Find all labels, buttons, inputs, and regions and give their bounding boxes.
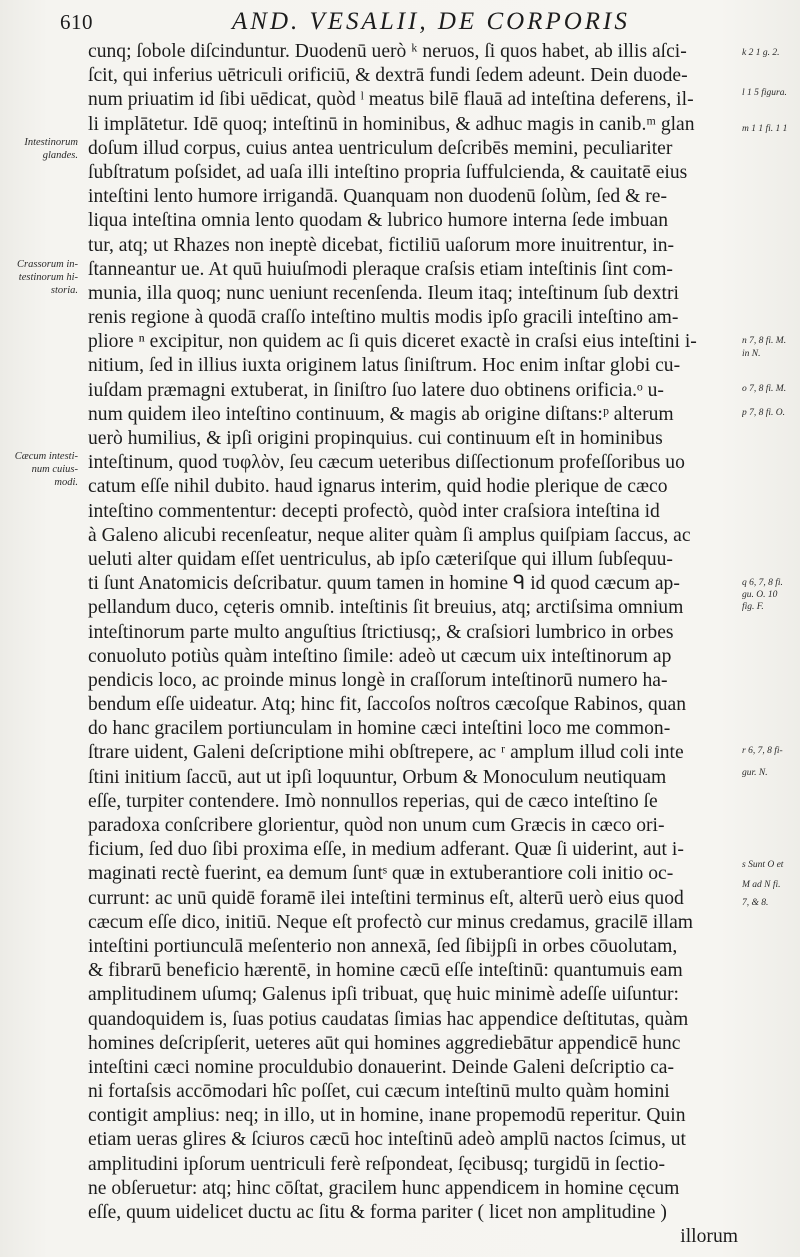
margin-note-line: Cæcum intesti-	[14, 451, 78, 462]
text-line: amplitudinem uſumq; Galenus ipſi tribuat, quę huic minimè adeſſe uiſuntur:	[88, 984, 679, 1006]
text-line: munia, illa quoq; nunc ueniunt recenſenda. Ileum itaq; inteſtinum ſub dextri	[88, 282, 679, 304]
text-line: paradoxa conſcribere glorientur, quòd non unum cum Græcis in cæco ori-	[88, 815, 665, 836]
text-line: quandoquidem is, ſuas potius caudatas ſimias hac appendice deſtitutas, quàm	[88, 1008, 689, 1030]
text-line: do hanc gracilem portiunculam in homine cæci inteſtini loco me common-	[88, 718, 671, 740]
text-line: inteſtino commententur: decepti profectò, quòd inter craſsiora inteſtina id	[88, 500, 660, 522]
text-line: ſtanneantur ue. At quū huiuſmodi pleraque craſsis etiam inteſtinis ſint com-	[88, 258, 673, 280]
text-line: ficium, ſed duo ſibi proxima eſſe, in medium adferant. Quæ ſi uiderint, aut i-	[88, 839, 684, 861]
text-line: li implātetur. Idē quoq; inteſtinū in hominibus, & adhuc magis in canib.ᵐ glan	[88, 113, 695, 135]
text-line: pendicis loco, ac proinde minus longè in craſſorum inteſtinorū numero ha-	[88, 669, 668, 691]
margin-ref-l: l 1 5 figura.	[742, 88, 787, 98]
margin-ref-n: n 7, 8 fi. M.	[742, 336, 787, 346]
text-line: inteſtini portiunculā meſenterio non annexā, ſed ſibijpſi in orbes cōuolutam,	[88, 935, 678, 957]
margin-ref-n-cont: in N.	[742, 349, 761, 359]
margin-ref-p: p 7, 8 fi. O.	[742, 408, 786, 418]
text-line: inteſtinorum parte multo anguſtius ſtrictiusq;, & craſsiori lumbrico in orbes	[88, 621, 674, 643]
margin-note-line: glandes.	[42, 150, 78, 161]
margin-note-line: testinorum hi-	[18, 272, 78, 283]
text-line: ſtini initium ſaccū, aut ut ipſi loquuntur, Orbum & Monoculum neutiquam	[88, 766, 667, 788]
text-line: à Galeno alicubi recenſeatur, neque aliter quàm ſi amplus quiſpiam ſaccus, ac	[88, 524, 691, 546]
margin-note-caecum-intestinum	[8, 450, 78, 489]
margin-ref-s-cont: M ad N fi.	[742, 880, 781, 890]
text-line: maginati rectè fuerint, ea demum ſuntˢ quæ in extuberantiore coli initio oc-	[88, 863, 674, 885]
margin-ref-q-cont: gu. O. 10	[742, 590, 778, 600]
text-line: uerò humilius, & ipſi origini propinquius. cui continuum eſt in hominibus	[88, 428, 663, 449]
text-line: iuſdam præmagni extuberat, in ſiniſtro ſuo latere duo obtinens orificia.ᵒ u-	[88, 379, 664, 401]
margin-ref-q: q 6, 7, 8 fi.	[742, 578, 783, 588]
margin-note-crassorum-intestinorum	[8, 258, 78, 297]
text-line: homines deſcripſerit, ueteres aūt qui homines aggrediebātur appendicē hunc	[88, 1032, 681, 1054]
margin-note-line: Crassorum in-	[17, 259, 78, 270]
text-line: ſcit, qui inferius uētriculi orificiū, & dextrā fundi ſedem adeunt. Dein duode-	[88, 65, 688, 87]
text-line: cæcum eſſe dico, initiū. Neque eſt profectò cur minus credamus, gracilē illam	[88, 911, 694, 933]
text-line: ni fortaſsis accōmodari hîc poſſet, cui cæcum inteſtinū multo quàm homini	[88, 1081, 670, 1103]
margin-ref-s-fig: 7, & 8.	[742, 898, 769, 908]
text-line: catum eſſe nihil dubito. haud ignarus interim, quid hodie plerique de cæco	[88, 476, 668, 498]
running-head: AND. VESALII, DE CORPORIS	[232, 8, 630, 35]
main-text	[88, 40, 738, 1249]
text-line: doſum illud corpus, cuius antea uentriculum deſcribēs memini, peculiariter	[88, 137, 673, 159]
text-line: eſſe, turpiter contendere. Imò nonnullos reperias, qui de cæco inteſtino ſe	[88, 790, 658, 812]
text-line: ſubſtratum poſsidet, ad uaſa illi inteſtino propria ſuffulcienda, & cauitatē eius	[88, 161, 688, 183]
text-line: eſſe, quum uidelicet ductu ac ſitu & forma pariter ( licet non amplitudine )	[88, 1202, 667, 1223]
text-line: currunt: ac unū quidē foramē ilei inteſtini terminus eſt, alterū uerò eius quod	[88, 887, 684, 909]
margin-note-line: Intestinorum	[24, 137, 78, 148]
margin-ref-r-cont: gur. N.	[742, 768, 768, 778]
text-line: inteſtini lento humore irrigandā. Quanquam non duodenū ſolùm, ſed & re-	[88, 186, 667, 208]
margin-note-line: storia.	[50, 285, 78, 296]
margin-note-line: modi.	[54, 477, 78, 488]
margin-ref-r: r 6, 7, 8 fi-	[742, 746, 783, 756]
margin-ref-o: o 7, 8 fi. M.	[742, 384, 787, 394]
text-line: etiam ueras glires & ſciuros cæcū hoc inteſtinū adeò amplū nactos ſcimus, ut	[88, 1129, 687, 1151]
page-header	[60, 8, 760, 40]
text-line: ueluti alter quidam eſſet uentriculus, ab ipſo cæteriſque qui illum ſubſequu-	[88, 548, 673, 570]
text-line: ti ſunt Anatomicis deſcribatur. quum tamen in homine ᑫ id quod cæcum ap-	[88, 573, 680, 595]
margin-ref-k: k 2 1 g. 2.	[742, 48, 780, 58]
margin-ref-m: m 1 1 fi. 1 1	[742, 124, 788, 134]
text-line: cunq; ſobole diſcinduntur. Duodenū uerò ᵏ neruos, ſi quos habet, ab illis aſci-	[88, 41, 687, 62]
text-line: conuoluto potiùs quàm inteſtino ſimile: adeò ut cæcum uix inteſtinorum ap	[88, 645, 672, 667]
catchword: illorum	[680, 1226, 738, 1248]
text-line: inteſtini cæci nomine proculdubio donauerint. Deinde Galeni deſcriptio ca-	[88, 1056, 675, 1078]
text-line: ne obſeruetur: atq; hinc cōſtat, gracilem hunc appendicem in homine cęcum	[88, 1177, 680, 1199]
text-line: pliore ⁿ excipitur, non quidem ac ſi quis diceret exactè in craſsi eius inteſtini i-	[88, 331, 697, 353]
text-line: amplitudini ipſorum uentriculi ferè reſpondeat, ſęcibusq; turgidū in ſectio-	[88, 1153, 665, 1175]
page-number: 610	[60, 10, 93, 34]
margin-ref-s: s Sunt O et	[742, 860, 784, 870]
text-line: tur, atq; ut Rhazes non ineptè dicebat, fictiliū uaſorum more inuitrentur, in-	[88, 234, 675, 256]
text-line: renis regione à quodā craſſo inteſtino multis modis ipſo gracili inteſtino am-	[88, 307, 679, 329]
text-line: & fibrarū beneficio hærentē, in homine cæcū eſſe inteſtinū: quantumuis eam	[88, 960, 683, 982]
margin-ref-q-fig: fig. F.	[742, 602, 764, 612]
margin-note-line: num cuius-	[31, 464, 78, 475]
text-line: num quidem ileo inteſtino continuum, & magis ab origine diſtans:ᵖ alterum	[88, 403, 674, 425]
text-line: nitium, ſed in illius iuxta originem latus ſiniſtrum. Hoc enim inſtar globi cu-	[88, 355, 681, 377]
text-line: ſtrare uident, Galeni deſcriptione mihi obſtrepere, ac ʳ amplum illud coli inte	[88, 742, 684, 764]
text-line: pellandum duco, cęteris omnib. inteſtinis ſit breuius, atq; arctiſsima omnium	[88, 597, 684, 619]
text-line: bendum eſſe uideatur. Atq; hinc fit, ſaccoſos noſtros cæcoſque Rabinos, quan	[88, 694, 687, 716]
text-line: inteſtinum, quod τυφλὸν, ſeu cæcum ueteribus diſſectionum profeſſoribus uo	[88, 452, 685, 474]
margin-note-intestinorum-glandes	[8, 136, 78, 162]
text-line: contigit amplius: neq; in illo, ut in homine, inane propemodū reperitur. Quin	[88, 1105, 686, 1127]
text-line: num priuatim id ſibi uēdicat, quòd ˡ meatus bilē flauā ad inteſtina deferens, il-	[88, 89, 694, 111]
text-line: liqua inteſtina omnia lento quodam & lubrico humore interna ſede imbuan	[88, 210, 669, 232]
